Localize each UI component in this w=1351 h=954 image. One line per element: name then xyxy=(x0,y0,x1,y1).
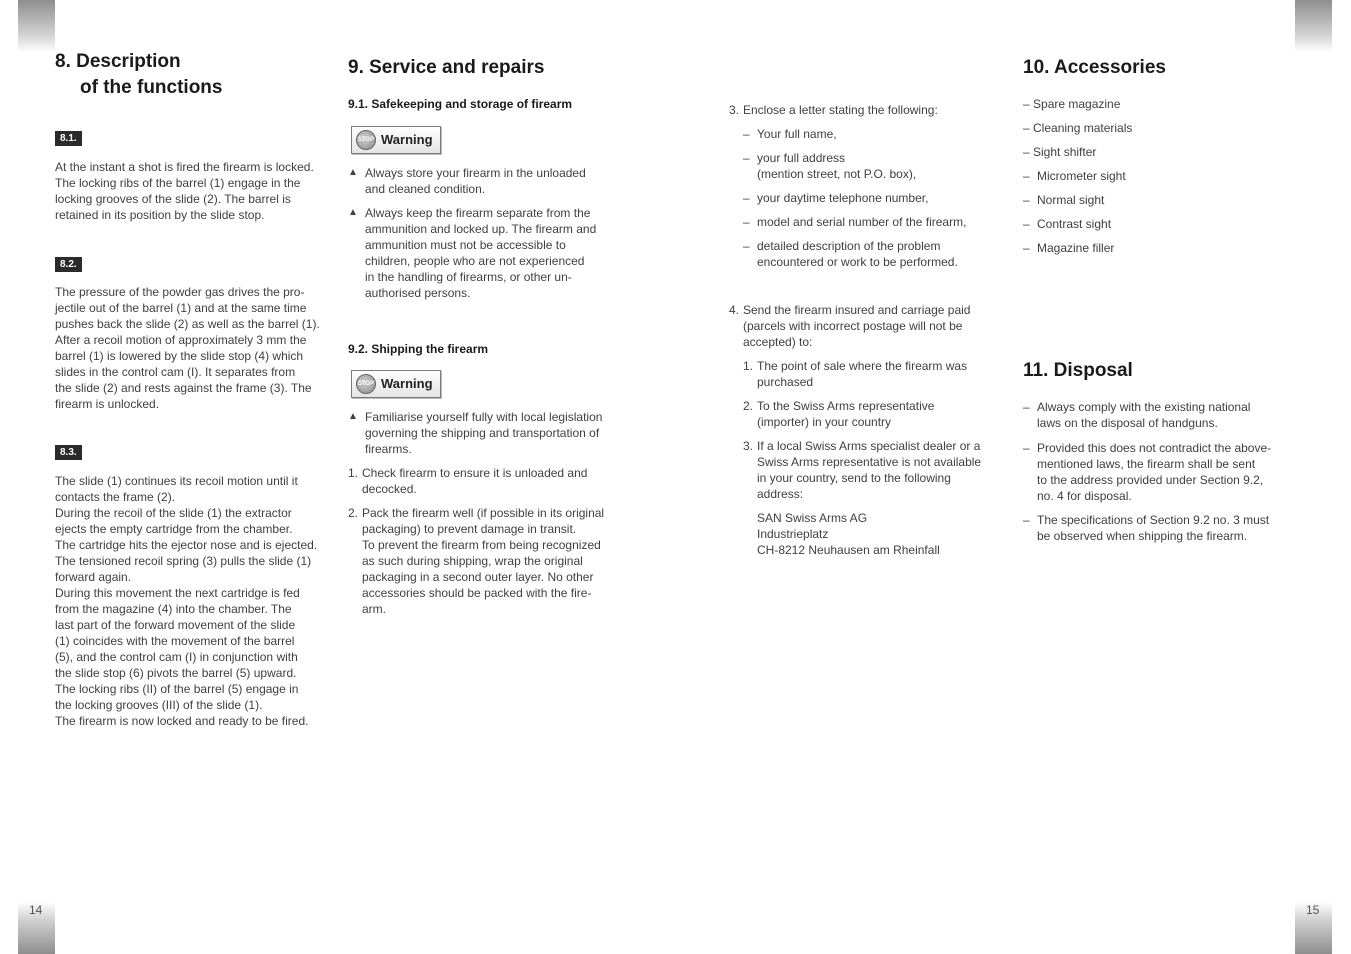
step-text: Check firearm to ensure it is unloaded and decocked. xyxy=(362,466,588,496)
section-8-3-text: The slide (1) continues its recoil motion until it contacts the frame (2). During the recoil of the slide (1) the extractor ejects the empty cartridge from the chamber. The cartridge hits the ejector nose and is ejected. The tensioned recoil spring (3) pulls the slide (1) forward again. During this movement the next cartridge is fed from the magazine (4) into the chamber. The last part of the forward movement of the slide (1) coincides with the movement of the barrel (5), and the control cam (I) in conjunction with the slide stop (6) pivots the barrel (5) upward. The locking ribs (II) of the barrel (5) engage in the locking grooves (III) of the slide (1). The firearm is now locked and ready to be fired. xyxy=(55,474,318,728)
page-tab-top-left xyxy=(18,0,55,52)
item-text: your daytime telephone number, xyxy=(757,191,929,205)
section-9-continued xyxy=(729,0,1009,558)
step-text: Enclose a letter stating the following: xyxy=(743,103,938,117)
section-10-11 xyxy=(1023,0,1293,544)
section-8 xyxy=(55,0,335,729)
bullet-text: Familiarise yourself fully with local legislation governing the shipping and transportation of firearms. xyxy=(365,410,603,456)
step-text: To the Swiss Arms representative (importer) in your country xyxy=(757,399,935,429)
list-item: – Your full name, xyxy=(743,126,1009,142)
item-text: detailed description of the problem encountered or work to be performed. xyxy=(757,239,958,269)
list-item xyxy=(743,358,1009,390)
list-item: – Normal sight xyxy=(1023,192,1293,208)
item-text: model and serial number of the firearm, xyxy=(757,215,967,229)
badge-8-1: 8.1. xyxy=(55,131,82,146)
section-9 xyxy=(348,0,628,617)
list-item xyxy=(348,205,628,301)
section-8-title-line2: of the functions xyxy=(80,77,223,98)
item-text: your full address (mention street, not P.O. box), xyxy=(757,151,917,181)
accessory-item: Cleaning materials xyxy=(1033,121,1133,135)
step-number: 1. xyxy=(743,359,754,373)
disposal-item: Provided this does not contradict the above- mentioned laws, the firearm shall be sent to the address provided under Section 9.2, no. 4 for disposal. xyxy=(1037,441,1272,503)
stop-icon: STOP xyxy=(356,130,376,150)
disposal-item: Always comply with the existing national laws on the disposal of handguns. xyxy=(1037,400,1251,430)
section-8-title xyxy=(55,49,335,101)
list-item: – Micrometer sight xyxy=(1023,168,1293,184)
disposal-item: The specifications of Section 9.2 no. 3 must be observed when shipping the firearm. xyxy=(1037,513,1270,543)
list-item xyxy=(348,505,628,617)
badge-8-2: 8.2. xyxy=(55,257,82,272)
accessory-item: Contrast sight xyxy=(1037,217,1112,231)
section-9-2-heading: 9.2. Shipping the firearm xyxy=(348,342,489,356)
list-item: – your daytime telephone number, xyxy=(743,190,1009,206)
list-item: – Always comply with the existing national laws on the disposal of handguns. xyxy=(1023,399,1293,431)
warning-badge-9-2 xyxy=(351,370,441,398)
list-item: – model and serial number of the firearm, xyxy=(743,214,1009,230)
section-10-title: 10. Accessories xyxy=(1023,57,1166,78)
accessory-item: Spare magazine xyxy=(1033,97,1121,111)
list-item: – Sight shifter xyxy=(1023,144,1293,160)
accessory-item: Normal sight xyxy=(1037,193,1105,207)
item-text: Your full name, xyxy=(757,127,837,141)
list-item: – Provided this does not contradict the above- mentioned laws, the firearm shall be sent to the address provided under Section 9.2, no. 4 for disposal. xyxy=(1023,440,1293,504)
address-block: SAN Swiss Arms AG Industrieplatz CH-8212 Neuhausen am Rheinfall xyxy=(757,511,940,557)
step-number: 3. xyxy=(729,103,740,117)
triangle-bullet-icon: ▲ xyxy=(348,411,358,422)
bullet-text: Always store your firearm in the unloaded and cleaned condition. xyxy=(365,166,586,196)
step-text: Send the firearm insured and carriage paid (parcels with incorrect postage will not be accepted) to: xyxy=(743,303,971,349)
badge-8-3: 8.3. xyxy=(55,445,82,460)
list-item: – detailed description of the problem encountered or work to be performed. xyxy=(743,238,1009,270)
accessory-item: Sight shifter xyxy=(1033,145,1097,159)
page-tab-top-right xyxy=(1295,0,1332,52)
list-item xyxy=(743,398,1009,430)
list-item xyxy=(348,465,628,497)
list-item: – Cleaning materials xyxy=(1023,120,1293,136)
list-item xyxy=(729,102,1009,118)
page-number-left: 14 xyxy=(29,903,43,917)
stop-icon: STOP xyxy=(356,374,376,394)
section-8-1-text: At the instant a shot is fired the firearm is locked. The locking ribs of the barrel (1) engage in the locking grooves of the slide (2). The barrel is retained in its position by the slide stop. xyxy=(55,160,314,222)
list-item: – Magazine filler xyxy=(1023,240,1293,256)
step-text: Pack the firearm well (if possible in its original packaging) to prevent damage in transit. To prevent the firearm from being recognized as such during shipping, wrap the original packaging in a second outer layer. No other accessories should be packed with the fire- arm. xyxy=(362,506,605,616)
step-number: 4. xyxy=(729,303,740,317)
list-item: – Contrast sight xyxy=(1023,216,1293,232)
list-item xyxy=(348,165,628,197)
section-11-title: 11. Disposal xyxy=(1023,360,1133,381)
page-number-right: 15 xyxy=(1306,903,1320,917)
section-9-title: 9. Service and repairs xyxy=(348,57,545,78)
list-item: – Spare magazine xyxy=(1023,96,1293,112)
list-item xyxy=(743,438,1009,502)
step-number: 2. xyxy=(743,399,754,413)
step-text: The point of sale where the firearm was purchased xyxy=(757,359,968,389)
section-8-title-line1: 8. Description xyxy=(55,51,181,72)
accessory-item: Magazine filler xyxy=(1037,241,1115,255)
list-item xyxy=(729,302,1009,350)
triangle-bullet-icon: ▲ xyxy=(348,207,358,218)
step-number: 2. xyxy=(348,506,359,520)
step-number: 1. xyxy=(348,466,359,480)
list-item xyxy=(348,409,628,457)
list-item: – The specifications of Section 9.2 no. 3 must be observed when shipping the firearm. xyxy=(1023,512,1293,544)
list-item: – your full address (mention street, not P.O. box), xyxy=(743,150,1009,182)
section-9-1-heading: 9.1. Safekeeping and storage of firearm xyxy=(348,97,573,111)
step-text: If a local Swiss Arms specialist dealer or a Swiss Arms representative is not available in your country, send to the following address: xyxy=(757,439,982,501)
step-number: 3. xyxy=(743,439,754,453)
warning-badge-9-1 xyxy=(351,126,441,154)
warning-label: Warning xyxy=(381,132,433,147)
accessory-item: Micrometer sight xyxy=(1037,169,1126,183)
triangle-bullet-icon: ▲ xyxy=(348,167,358,178)
section-8-2-text: The pressure of the powder gas drives the pro- jectile out of the barrel (1) and at the same time pushes back the slide (2) as well as the barrel (1). After a recoil motion of approximately 3 mm the barrel (1) is lowered by the slide stop (4) which slides in the control cam (I). It separates from the slide (2) and rests against the frame (3). The firearm is unlocked. xyxy=(55,285,320,411)
bullet-text: Always keep the firearm separate from the ammunition and locked up. The firearm and ammunition must not be accessible to children, people who are not experienced in the handling of firearms, or other un- authorised persons. xyxy=(365,206,597,300)
warning-label: Warning xyxy=(381,376,433,391)
